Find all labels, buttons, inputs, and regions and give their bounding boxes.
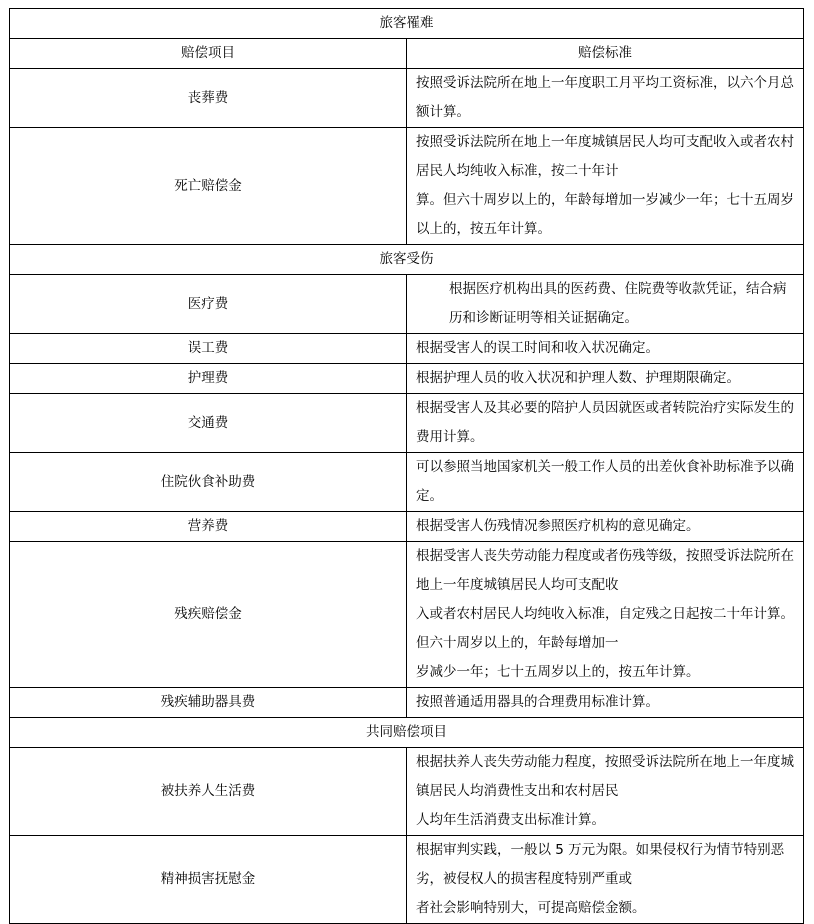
item-name: 丧葬费 [10, 69, 407, 128]
column-header-standard: 赔偿标准 [407, 39, 804, 69]
section-title: 旅客受伤 [10, 245, 804, 275]
table-row [10, 394, 804, 453]
item-standard [407, 748, 804, 836]
table-row [10, 512, 804, 542]
section-title: 共同赔偿项目 [10, 718, 804, 748]
table-row [10, 128, 804, 245]
standard-line: 根据审判实践，一般以 5 万元为限。如果侵权行为情节特别恶劣，被侵权人的损害程度特别严重或 [416, 842, 785, 887]
item-name: 残疾赔偿金 [10, 542, 407, 688]
item-standard [407, 836, 804, 924]
standard-line: 算。但六十周岁以上的，年龄每增加一岁减少一年；七十五周岁以上的，按五年计算。 [416, 192, 794, 237]
item-name: 医疗费 [10, 275, 407, 334]
item-name: 误工费 [10, 334, 407, 364]
standard-line: 根据受害人丧失劳动能力程度或者伤残等级，按照受诉法院所在地上一年度城镇居民人均可支配收 [416, 548, 794, 593]
table-row [10, 69, 804, 128]
table-row [10, 334, 804, 364]
table-row [10, 453, 804, 512]
column-header-row [10, 39, 804, 69]
item-standard [407, 128, 804, 245]
table-row [10, 275, 804, 334]
item-name: 交通费 [10, 394, 407, 453]
table-row [10, 836, 804, 924]
column-header-item: 赔偿项目 [10, 39, 407, 69]
item-standard: 可以参照当地国家机关一般工作人员的出差伙食补助标准予以确定。 [407, 453, 804, 512]
standard-line: 入或者农村居民人均纯收入标准，自定残之日起按二十年计算。但六十周岁以上的，年龄每增加一 [416, 606, 794, 651]
item-name: 残疾辅助器具费 [10, 688, 407, 718]
standard-line: 人均年生活消费支出标准计算。 [416, 812, 605, 828]
item-standard: 根据受害人伤残情况参照医疗机构的意见确定。 [407, 512, 804, 542]
item-name: 营养费 [10, 512, 407, 542]
item-standard: 根据受害人及其必要的陪护人员因就医或者转院治疗实际发生的费用计算。 [407, 394, 804, 453]
table-row [10, 688, 804, 718]
item-name: 死亡赔偿金 [10, 128, 407, 245]
item-standard: 根据护理人员的收入状况和护理人数、护理期限确定。 [407, 364, 804, 394]
standard-line: 按照受诉法院所在地上一年度城镇居民人均可支配收入或者农村居民人均纯收入标准，按二十年计 [416, 134, 794, 179]
item-standard: 按照普通适用器具的合理费用标准计算。 [407, 688, 804, 718]
item-standard: 按照受诉法院所在地上一年度职工月平均工资标准，以六个月总额计算。 [407, 69, 804, 128]
item-standard [407, 542, 804, 688]
item-standard: 根据医疗机构出具的医药费、住院费等收款凭证，结合病历和诊断证明等相关证据确定。 [407, 275, 804, 334]
item-standard: 根据受害人的误工时间和收入状况确定。 [407, 334, 804, 364]
section-title: 旅客罹难 [10, 9, 804, 39]
item-name: 护理费 [10, 364, 407, 394]
item-name: 住院伙食补助费 [10, 453, 407, 512]
item-name: 精神损害抚慰金 [10, 836, 407, 924]
item-name: 被扶养人生活费 [10, 748, 407, 836]
standard-line: 根据扶养人丧失劳动能力程度，按照受诉法院所在地上一年度城镇居民人均消费性支出和农村居民 [416, 754, 794, 799]
compensation-table [9, 8, 804, 924]
table-row [10, 364, 804, 394]
table-row [10, 748, 804, 836]
table-row [10, 542, 804, 688]
section-header-row [10, 718, 804, 748]
section-header-row [10, 9, 804, 39]
standard-line: 岁减少一年；七十五周岁以上的，按五年计算。 [416, 664, 700, 680]
standard-line: 者社会影响特别大，可提高赔偿金额。 [416, 900, 646, 916]
section-header-row [10, 245, 804, 275]
